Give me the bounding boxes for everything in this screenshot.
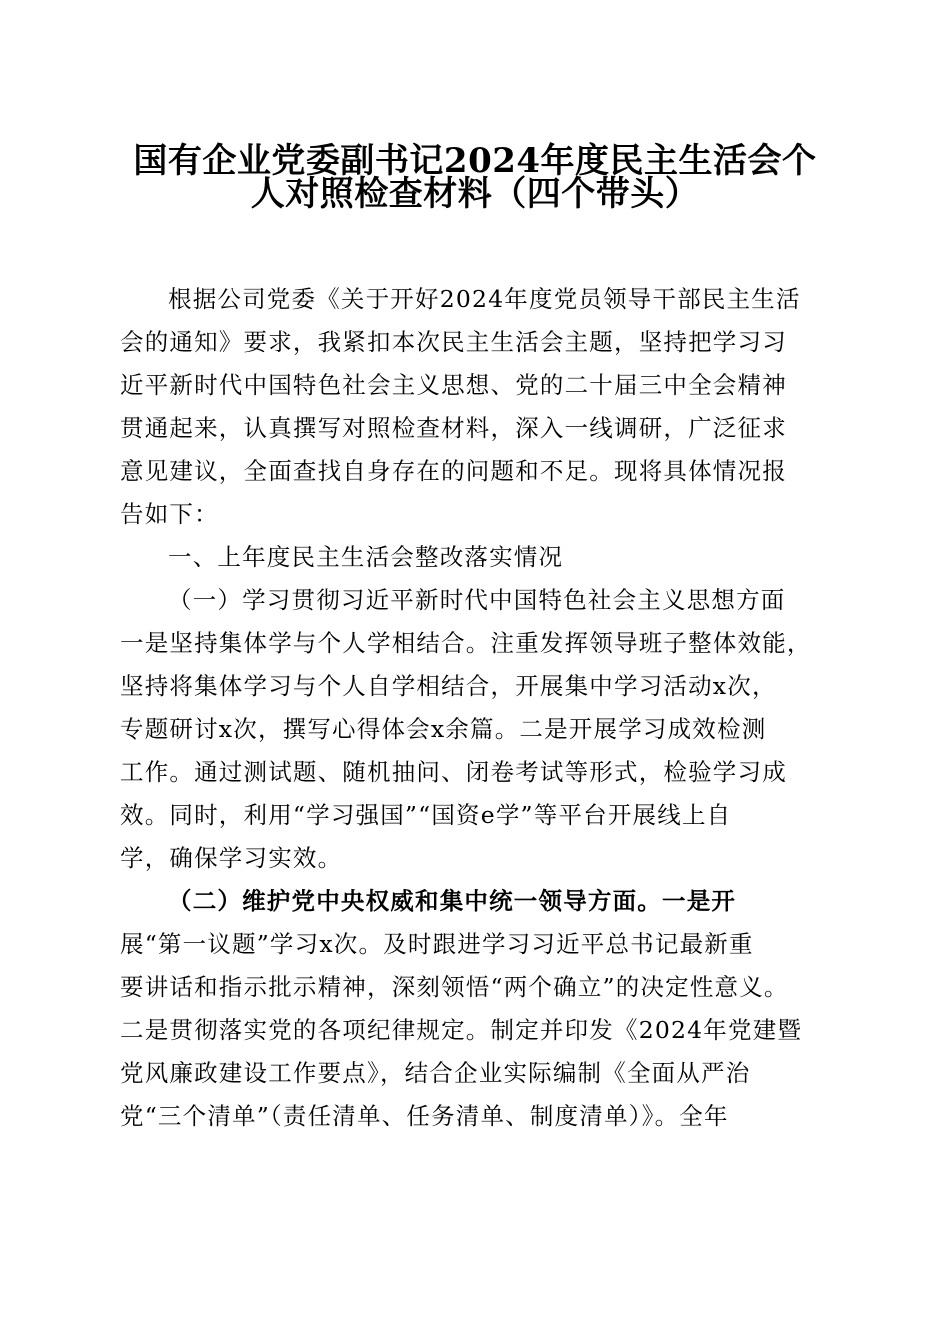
paragraph-line: 二是贯彻落实党的各项纪律规定。制定并印发《2024年党建暨 [120, 1016, 803, 1044]
subsection-heading: （二）维护党中央权威和集中统一领导方面。一是开 [168, 887, 737, 915]
document-title-line-2: 人对照检查材料（四个带头） [250, 174, 700, 214]
paragraph-line: 一是坚持集体学与个人学相结合。注重发挥领导班子整体效能， [120, 629, 812, 657]
paragraph-line: 贯通起来，认真撰写对照检查材料，深入一线调研，广泛征求 [120, 414, 787, 442]
paragraph-line: 效。同时，利用“学习强国”“国资e学”等平台开展线上自 [120, 801, 732, 829]
paragraph-line: 意见建议，全面查找自身存在的问题和不足。现将具体情况报 [120, 457, 787, 485]
paragraph-line: 党“三个清单”（责任清单、任务清单、制度清单）》。全年 [120, 1102, 729, 1130]
paragraph-line: 学，确保学习实效。 [120, 844, 343, 872]
paragraph-line: 展“第一议题”学习x次。及时跟进学习习近平总书记最新重 [120, 930, 754, 958]
paragraph-line: 告如下： [120, 500, 219, 528]
document-title-line-1: 国有企业党委副书记2024年度民主生活会个 [133, 141, 817, 181]
section-heading: 一、上年度民主生活会整改落实情况 [168, 543, 564, 571]
paragraph-line: 根据公司党委《关于开好2024年度党员领导干部民主生活 [168, 285, 801, 313]
paragraph-line: 党风廉政建设工作要点》，结合企业实际编制《全面从严治 [120, 1059, 751, 1087]
subsection-heading: （一）学习贯彻习近平新时代中国特色社会主义思想方面 [168, 586, 786, 614]
paragraph-line: 工作。通过测试题、随机抽问、闭卷考试等形式，检验学习成 [120, 758, 787, 786]
paragraph-line: 近平新时代中国特色社会主义思想、党的二十届三中全会精神 [120, 371, 787, 399]
paragraph-line: 要讲话和指示批示精神，深刻领悟“两个确立”的决定性意义。 [120, 973, 789, 1001]
paragraph-line: 坚持将集体学习与个人自学相结合，开展集中学习活动x次， [120, 672, 777, 700]
paragraph-line: 专题研讨x次，撰写心得体会x余篇。二是开展学习成效检测 [120, 715, 767, 743]
paragraph-line: 会的通知》要求，我紧扣本次民主生活会主题，坚持把学习习 [120, 328, 787, 356]
